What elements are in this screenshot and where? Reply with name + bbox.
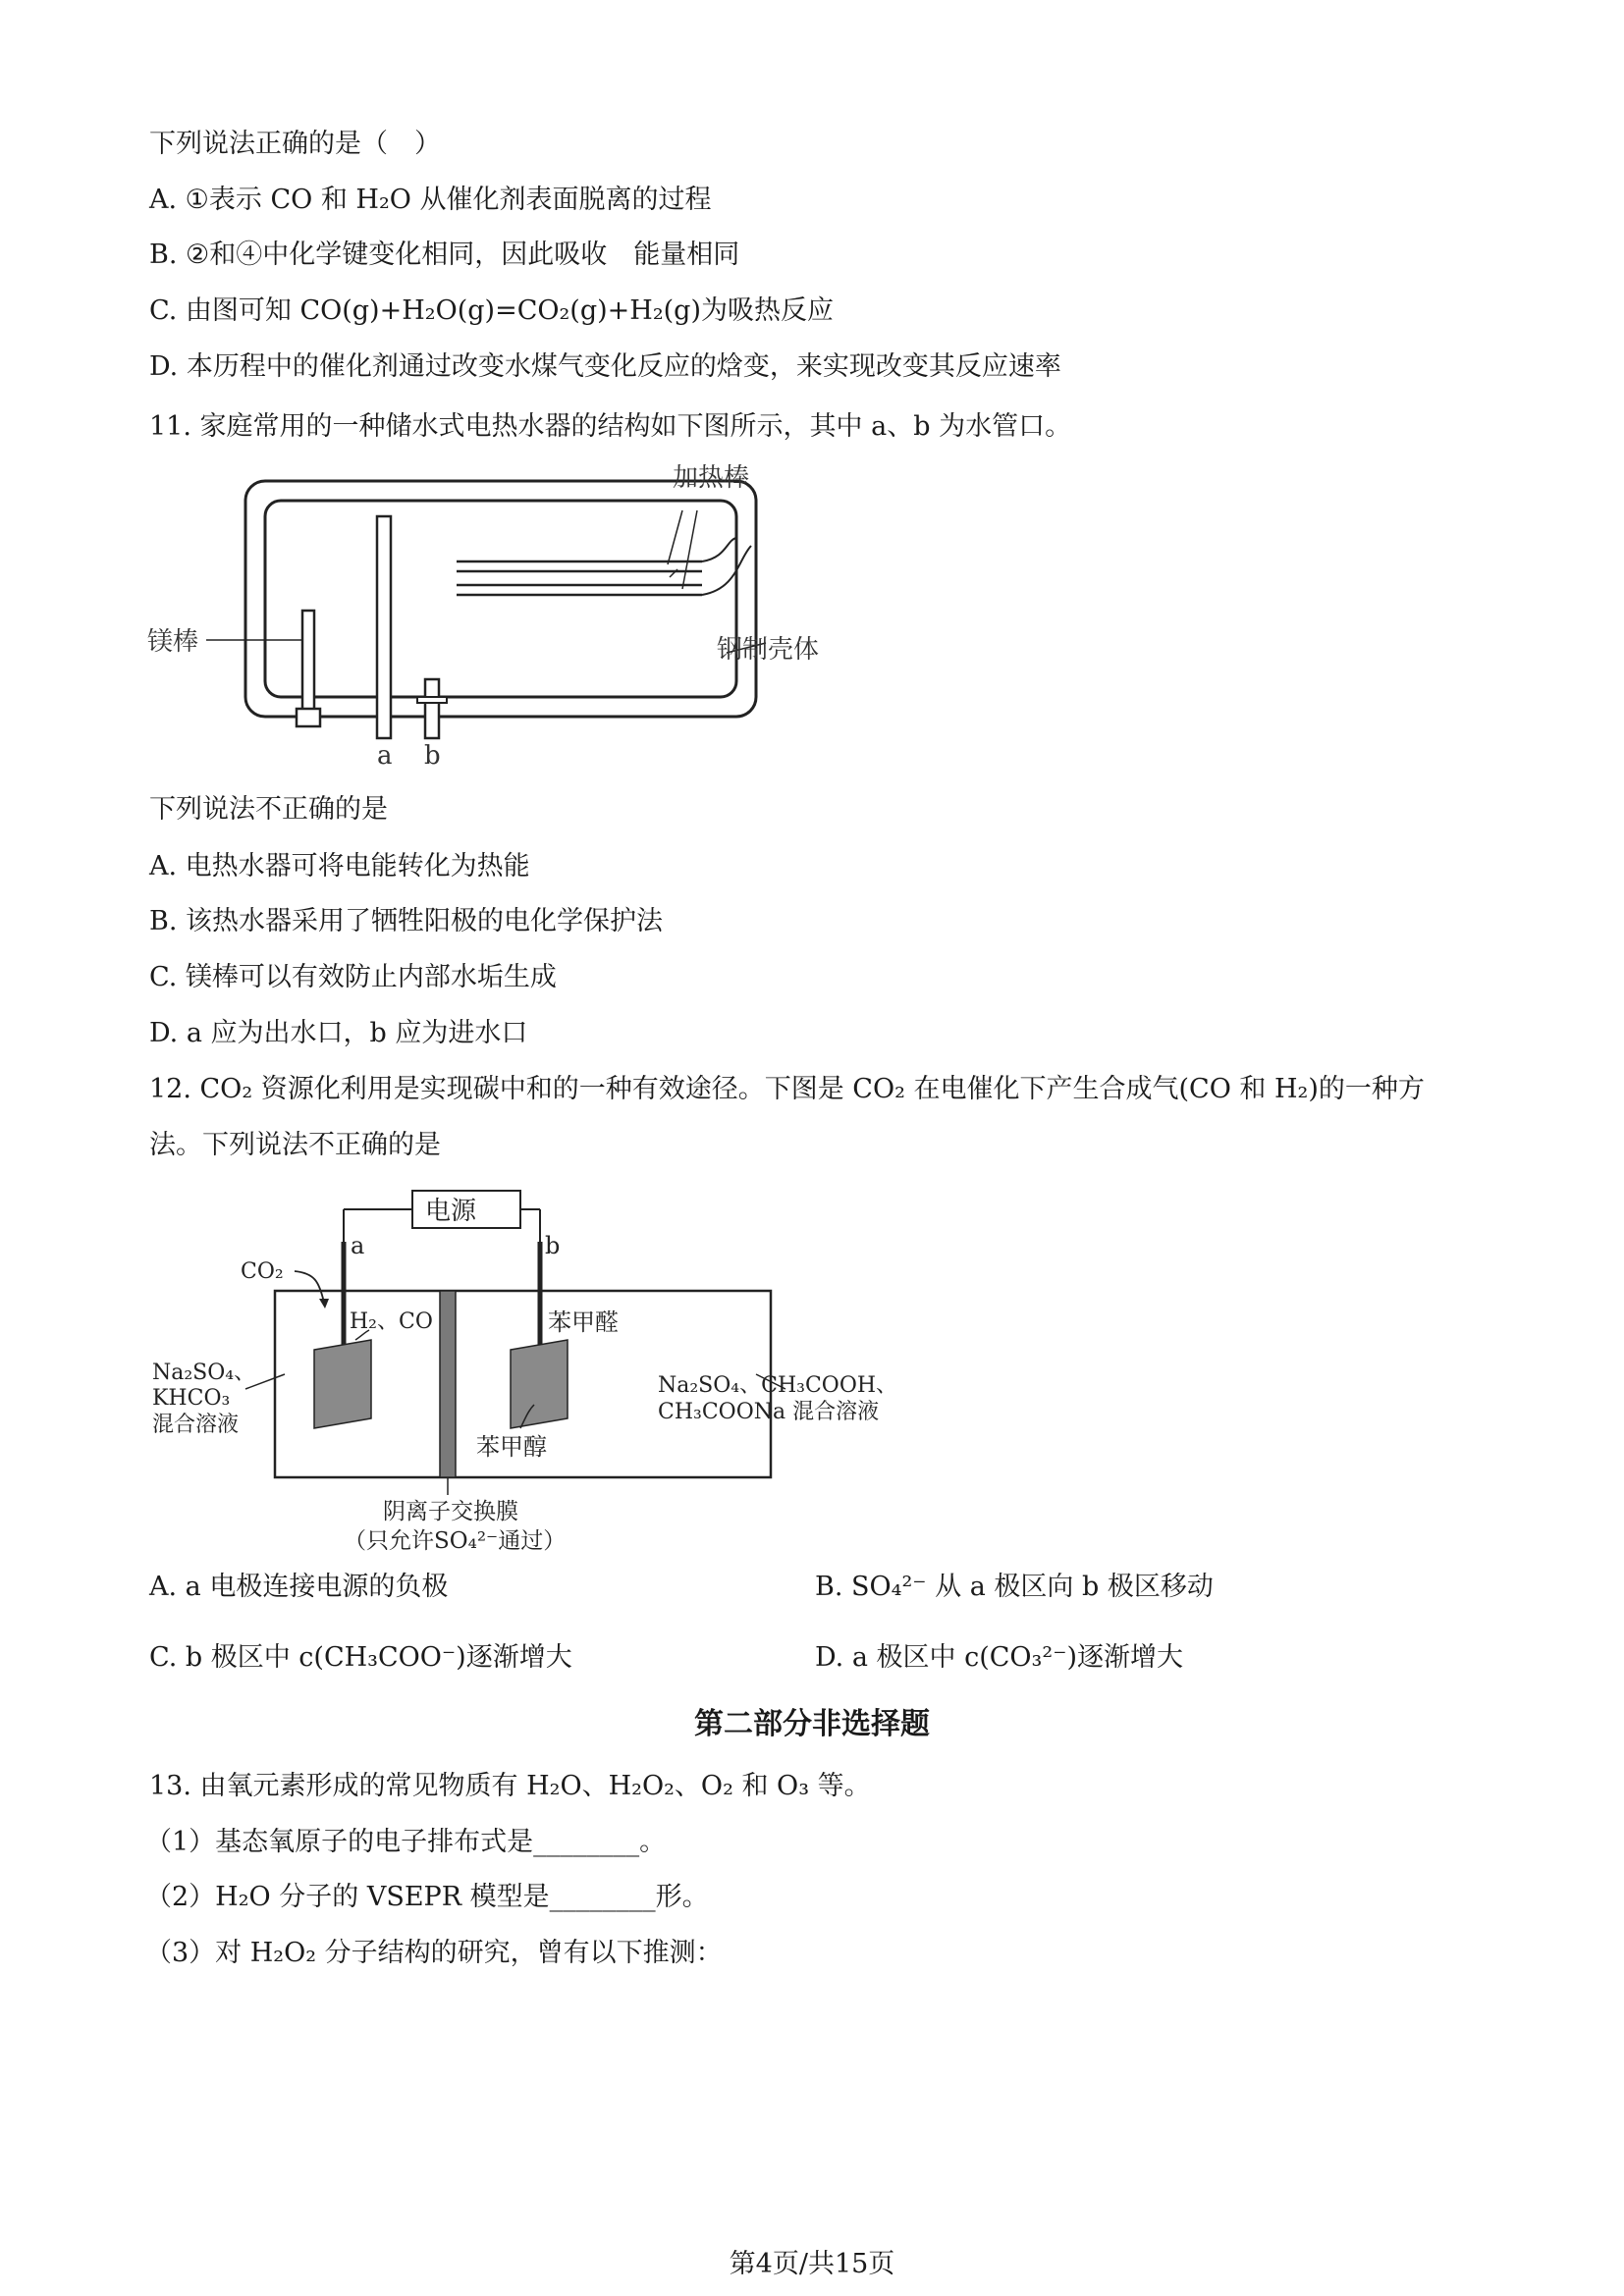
port-a-label: a — [377, 741, 393, 771]
power-supply-label: 电源 — [425, 1197, 477, 1226]
water-heater-diagram — [137, 452, 825, 775]
q12-stem-line1: 12. CO₂ 资源化利用是实现碳中和的一种有效途径。下图是 CO₂ 在电催化下产生合成气(CO 和 H₂)的一种方 — [149, 1074, 1425, 1104]
port-b-label: b — [424, 741, 441, 771]
q12-stem-line2: 法。下列说法不正确的是 — [149, 1130, 441, 1160]
electrode-b-label: b — [545, 1232, 561, 1259]
q10-option-a: A. ①表示 CO 和 H₂O 从催化剂表面脱离的过程 — [149, 185, 712, 215]
left-solution-line3: 混合溶液 — [152, 1413, 240, 1437]
cathode-products-label: H₂、CO — [350, 1309, 433, 1334]
co2-label: CO₂ — [241, 1259, 284, 1284]
q11-stem: 11. 家庭常用的一种储水式电热水器的结构如下图所示，其中 a、b 为水管口。 — [149, 411, 1072, 442]
right-solution-line1: Na₂SO₄、CH₃COOH、 — [658, 1373, 898, 1398]
benzaldehyde-label: 苯甲醛 — [548, 1308, 619, 1336]
q10-option-c: C. 由图可知 CO(g)+H₂O(g)=CO₂(g)+H₂(g)为吸热反应 — [149, 295, 835, 326]
left-solution-line1: Na₂SO₄、 — [152, 1361, 256, 1385]
q13-part3: （3）对 H₂O₂ 分子结构的研究，曾有以下推测： — [145, 1938, 723, 1968]
steel-shell-label: 钢制壳体 — [717, 635, 820, 665]
q12-option-c: C. b 极区中 c(CH₃COO⁻)逐渐增大 — [149, 1642, 572, 1673]
membrane-label-line2: （只允许SO₄²⁻通过） — [344, 1528, 567, 1554]
left-solution-line2: KHCO₃ — [152, 1386, 231, 1411]
q10-option-b: B. ②和④中化学键变化相同，因此吸收 能量相同 — [149, 240, 740, 270]
q12-option-d: D. a 极区中 c(CO₃²⁻)逐渐增大 — [815, 1642, 1183, 1673]
q13-part1: （1）基态氧原子的电子排布式是________。 — [145, 1827, 667, 1857]
q11-option-c: C. 镁棒可以有效防止内部水垢生成 — [149, 962, 557, 992]
benzyl-alcohol-label: 苯甲醇 — [476, 1433, 547, 1461]
q13-part2: （2）H₂O 分子的 VSEPR 模型是________形。 — [145, 1882, 709, 1912]
electrolysis-cell-diagram — [147, 1183, 903, 1556]
section-heading: 第二部分非选择题 — [694, 1707, 930, 1741]
q13-stem: 13. 由氧元素形成的常见物质有 H₂O、H₂O₂、O₂ 和 O₃ 等。 — [149, 1771, 871, 1801]
page-footer: 第4页/共15页 — [729, 2249, 895, 2279]
q12-option-b: B. SO₄²⁻ 从 a 极区向 b 极区移动 — [815, 1572, 1214, 1602]
right-solution-line2: CH₃COONa 混合溶液 — [658, 1400, 880, 1424]
q11-prompt: 下列说法不正确的是 — [149, 794, 388, 825]
electrode-a-label: a — [351, 1232, 365, 1259]
q12-option-a: A. a 电极连接电源的负极 — [149, 1572, 449, 1602]
q11-option-b: B. 该热水器采用了牺牲阳极的电化学保护法 — [149, 906, 664, 936]
q11-option-d: D. a 应为出水口，b 应为进水口 — [149, 1018, 528, 1048]
q11-option-a: A. 电热水器可将电能转化为热能 — [149, 851, 530, 881]
membrane-label-line1: 阴离子交换膜 — [383, 1499, 518, 1524]
heater-rod-label: 加热棒 — [673, 463, 750, 493]
q10-stem: 下列说法正确的是（ ） — [149, 129, 441, 159]
q10-option-d: D. 本历程中的催化剂通过改变水煤气变化反应的焓变，来实现改变其反应速率 — [149, 351, 1061, 382]
mg-rod-label: 镁棒 — [147, 627, 199, 657]
